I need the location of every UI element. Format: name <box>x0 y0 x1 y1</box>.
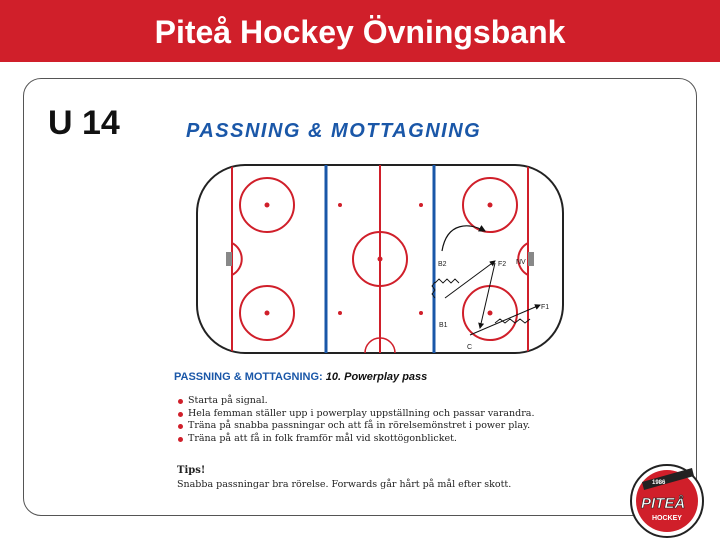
list-item: Starta på signal. <box>178 395 534 408</box>
drill-subtitle-name: 10. Powerplay pass <box>325 371 428 383</box>
player-b2: B2 <box>438 261 447 268</box>
goal-right <box>528 252 534 266</box>
age-group-label: U 14 <box>48 104 120 142</box>
pitea-hockey-logo <box>628 462 706 540</box>
player-c: C <box>467 344 473 351</box>
tips-label: Tips! <box>177 465 206 476</box>
logo-year: 1986 <box>652 480 666 486</box>
instruction-list <box>178 395 534 445</box>
header-bar <box>0 0 720 62</box>
list-item: Träna på snabba passningar och att få in rörelsemönstret i power play. <box>178 420 534 433</box>
player-f2: F2 <box>498 261 507 268</box>
drill-title: PASSNING & MOTTAGNING <box>186 120 482 142</box>
player-b1: B1 <box>439 322 448 329</box>
drill-subtitle-category: PASSNING & MOTTAGNING: <box>174 371 323 383</box>
drill-subtitle <box>174 371 427 383</box>
player-nv: NV <box>516 259 526 266</box>
logo-name: PITEÅ <box>641 495 686 512</box>
rink-diagram <box>195 163 565 355</box>
logo-sub: HOCKEY <box>652 515 682 522</box>
page-title: Piteå Hockey Övningsbank <box>154 14 566 50</box>
player-f1: F1 <box>541 304 550 311</box>
list-item: Hela femman ställer upp i powerplay uppställning och passar varandra. <box>178 408 534 421</box>
list-item: Träna på att få in folk framför mål vid skottögonblicket. <box>178 433 534 446</box>
tips-text: Snabba passningar bra rörelse. Forwards går hårt på mål efter skott. <box>177 479 512 490</box>
goal-left <box>226 252 232 266</box>
